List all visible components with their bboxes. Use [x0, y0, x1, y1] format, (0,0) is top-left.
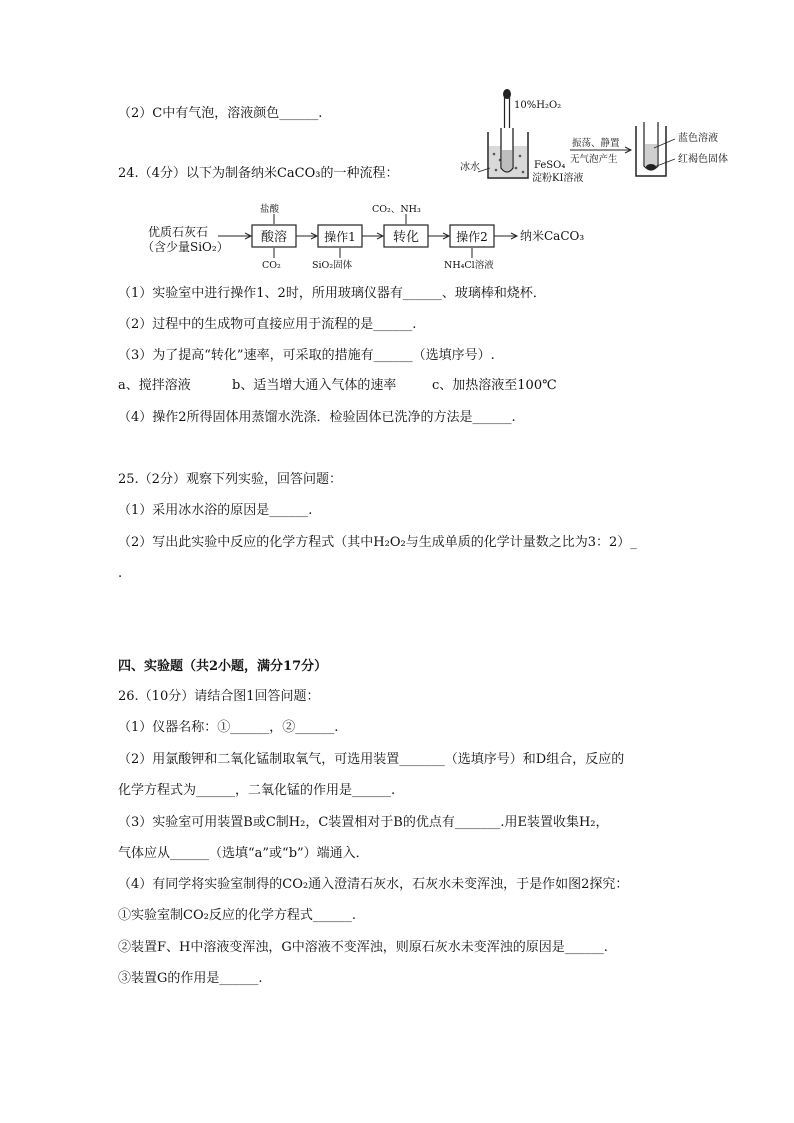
q24-option-c: c、加热溶液至100℃ [432, 378, 557, 393]
q26-part2-line1: （2）用氯酸钾和二氧化锰制取氧气，可选用装置_______（选填序号）和D组合，反应的 [118, 752, 625, 767]
q24-option-a: a、搅拌溶液 [118, 378, 191, 393]
q26-part1: （1）仪器名称：①______，②______. [118, 720, 339, 735]
process-flow-chart [140, 200, 610, 275]
q24-part4: （4）操作2所得固体用蒸馏水洗涤．检验固体已洗净的方法是______. [118, 410, 516, 425]
flow-box-acid-dissolve-label: 酸溶 [260, 230, 288, 245]
q24-part1: （1）实验室中进行操作1、2时，所用玻璃仪器有______、玻璃棒和烧杯． [118, 286, 546, 301]
q26-part4-item1: ①实验室制CO₂反应的化学方程式______. [118, 908, 356, 923]
q24-option-b: b、适当增大通入气体的速率 [232, 378, 397, 393]
q25-part2: （2）写出此实验中反应的化学方程式（其中H₂O₂与生成单质的化学计量数之比为3：2）_ [118, 535, 637, 550]
q23-part2: （2）C中有气泡，溶液颜色______. [118, 106, 323, 121]
q26-part4-item2: ②装置F、H中溶液变浑浊，G中溶液不变浑浊，则原石灰水未变浑浊的原因是______. [118, 940, 608, 955]
raw-material-note: （含少量SiO₂） [142, 240, 229, 254]
result-beaker-icon [636, 122, 666, 176]
q26-part2-line2: 化学方程式为______，二氧化锰的作用是______. [118, 783, 396, 798]
output-nh4cl-solution: NH₄Cl溶液 [444, 260, 494, 271]
input-hydrochloric-acid: 盐酸 [260, 204, 280, 215]
product-nano-caco3: 纳米CaCO₃ [520, 229, 585, 243]
experiment-apparatus-figure [460, 88, 760, 188]
flow-box-conversion-label: 转化 [392, 230, 420, 245]
reagent-label: 10%H₂O₂ [514, 100, 562, 111]
output-sio2-solid: SiO₂固体 [312, 260, 353, 271]
input-co2-nh3: CO₂、NH₃ [372, 204, 421, 215]
flow-box-operation-1-label: 操作1 [324, 230, 356, 244]
solution-label-1: FeSO₄ [534, 160, 566, 171]
solution-label-2: 淀粉KI溶液 [532, 173, 584, 184]
test-tube-icon [501, 128, 513, 172]
arrow-condition-2: 无气泡产生 [570, 154, 618, 165]
blue-solution-label: 蓝色溶液 [678, 133, 718, 144]
raw-material-label: 优质石灰石 [148, 225, 209, 239]
q26-part3-line2: 气体应从______（选填“a”或“b”）端通入． [118, 846, 369, 861]
q25-part2-end: . [118, 566, 123, 581]
q26-stem: 26.（10分）请结合图1回答问题： [118, 689, 320, 704]
q26-part4-item3: ③装置G的作用是______. [118, 971, 263, 986]
q26-part4: （4）有同学将实验室制得的CO₂通入澄清石灰水，石灰水未变浑浊，于是作如图2探究： [118, 877, 629, 892]
q24-part3: （3）为了提高“转化”速率，可采取的措施有______（选填序号）. [118, 348, 495, 363]
output-co2: CO₂ [262, 260, 281, 271]
ice-water-label: 冰水 [460, 162, 480, 173]
q25-stem: 25.（2分）观察下列实验，回答问题： [118, 472, 342, 487]
red-brown-solid-label: 红褐色固体 [678, 154, 728, 165]
q24-part2: （2）过程中的生成物可直接应用于流程的是______. [118, 317, 417, 332]
q25-part1: （1）采用冰水浴的原因是______. [118, 503, 313, 518]
q26-part3-line1: （3）实验室可用装置B或C制H₂，C装置相对于B的优点有_______.用E装置收集H₂， [118, 815, 609, 830]
arrow-condition-1: 振荡、静置 [572, 138, 620, 149]
section-4-title: 四、实验题（共2小题，满分17分） [118, 659, 328, 674]
q24-stem: 24.（4分）以下为制备纳米CaCO₃的一种流程： [118, 166, 399, 181]
flow-box-operation-2-label: 操作2 [456, 230, 488, 244]
